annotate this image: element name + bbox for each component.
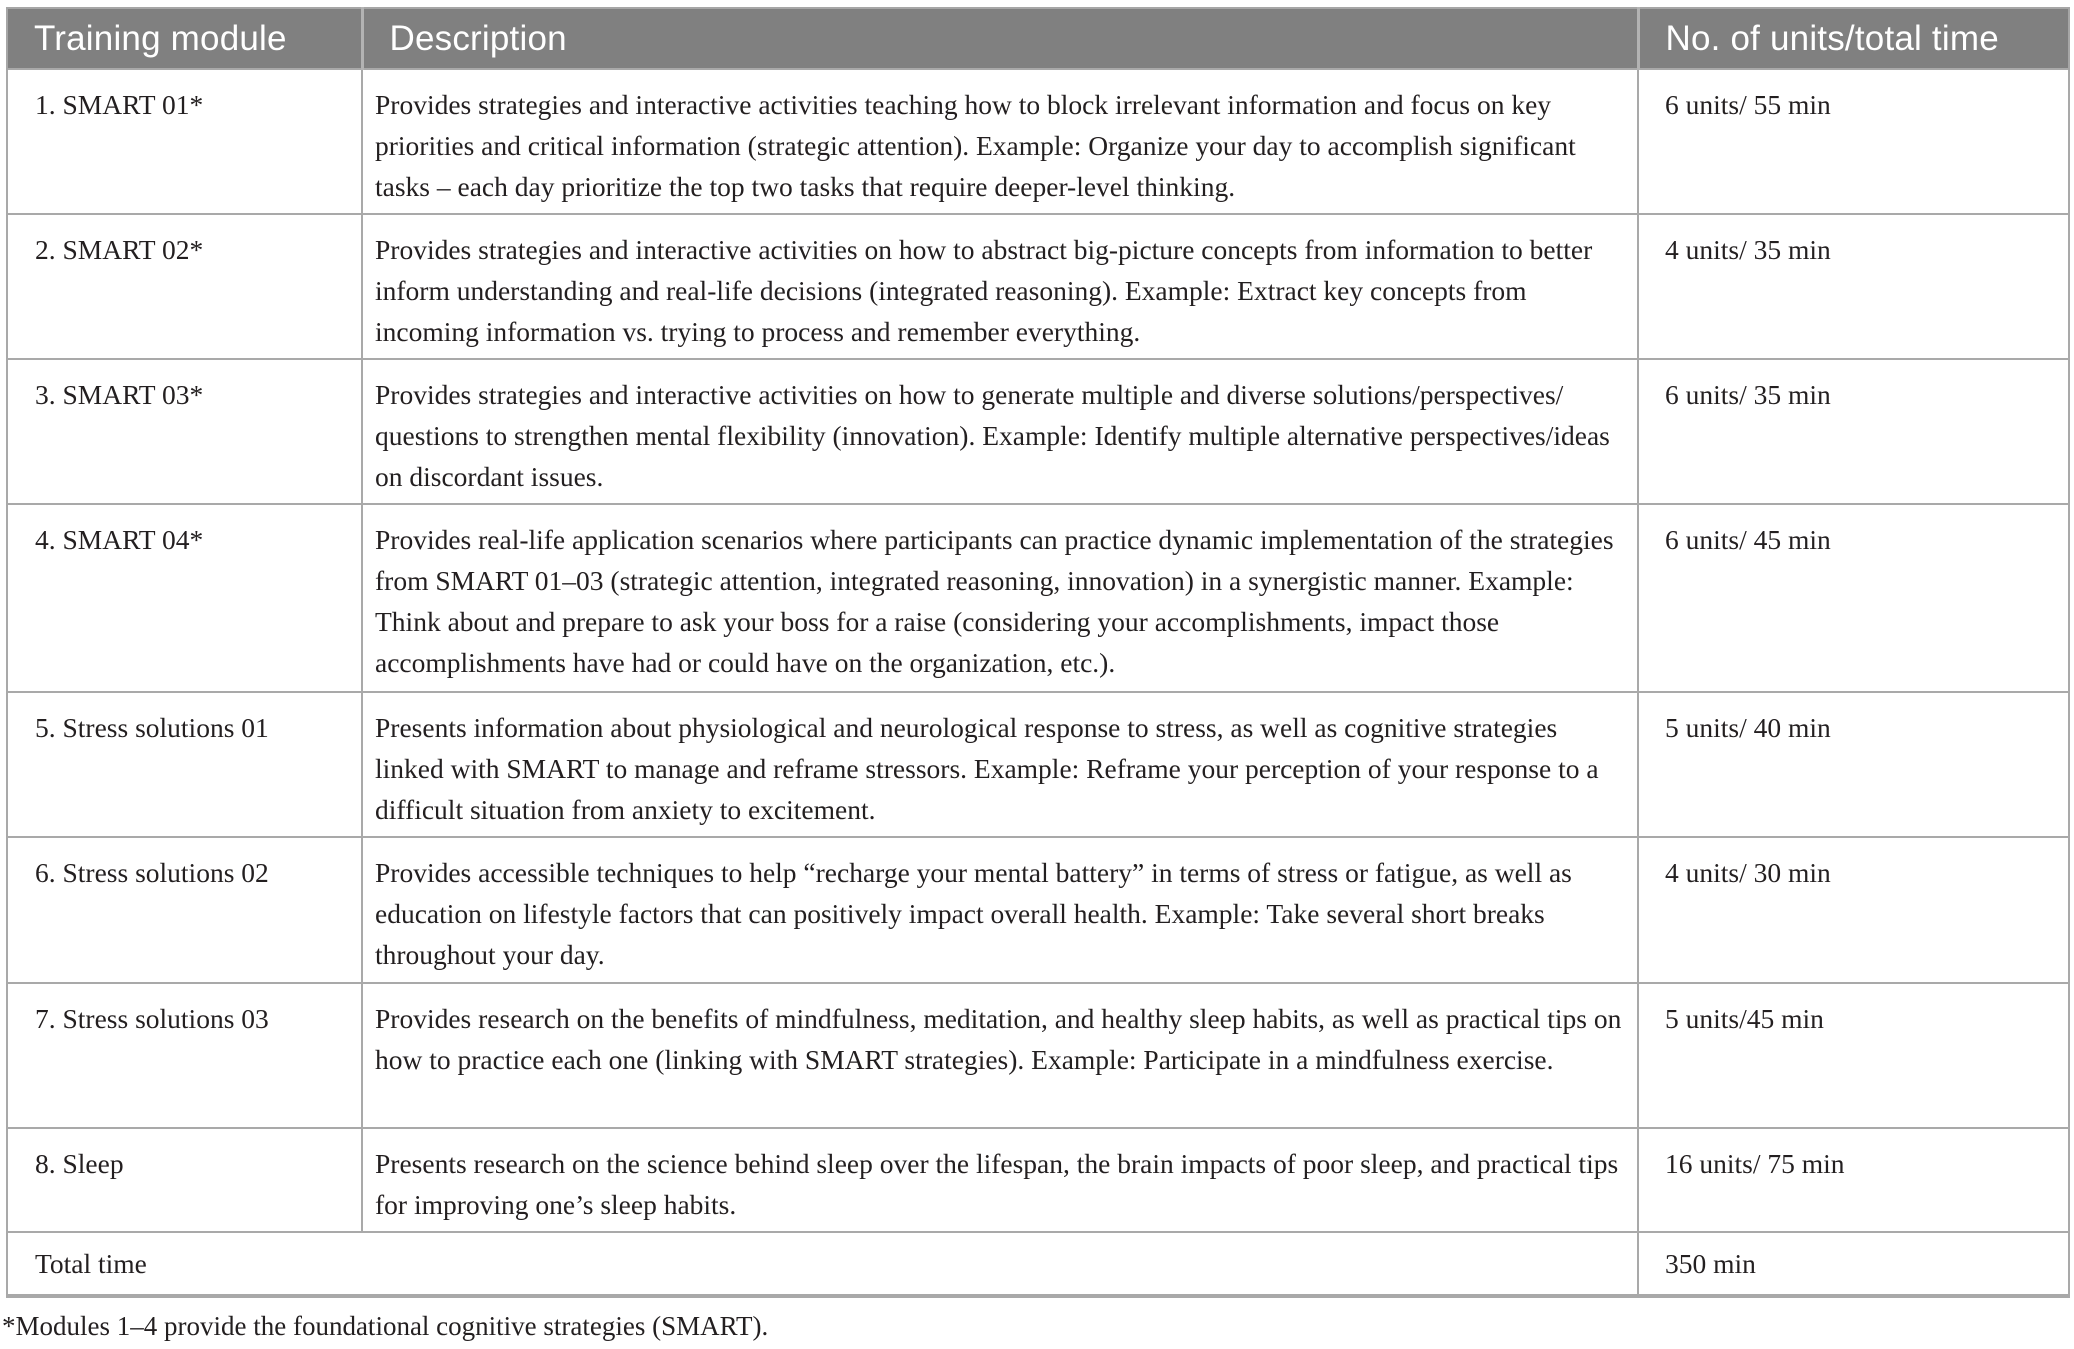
module-description: Provides accessible techniques to help “recharge your mental battery” in terms of stress or fatigue, as well as education on lifestyle factors that can positively impact overall health. Example: Take several short breaks throughout your day.: [362, 837, 1638, 983]
table-row: [7, 214, 2069, 359]
total-row: [7, 1232, 2069, 1296]
table-body: [7, 69, 2069, 1296]
module-name: 8. Sleep: [7, 1128, 362, 1232]
module-name: 6. Stress solutions 02: [7, 837, 362, 983]
table-row: [7, 504, 2069, 692]
module-units: 6 units/ 45 min: [1638, 504, 2069, 692]
module-name: 5. Stress solutions 01: [7, 692, 362, 837]
table-header: [7, 8, 2069, 69]
module-units: 5 units/45 min: [1638, 983, 2069, 1128]
module-description: Provides strategies and interactive activities teaching how to block irrelevant information and focus on key priorities and critical information (strategic attention). Example: Organize your day to accomplish significant tasks – each day prioritize the top two tasks that require deeper-level thinking.: [362, 69, 1638, 214]
module-name: 7. Stress solutions 03: [7, 983, 362, 1128]
module-description: Provides strategies and interactive activities on how to generate multiple and diverse solutions/perspectives/ questions to strengthen mental flexibility (innovation). Example: Identify multiple alternative perspectives/ideas on discordant issues.: [362, 359, 1638, 504]
module-description: Provides strategies and interactive activities on how to abstract big-picture concepts from information to better inform understanding and real-life decisions (integrated reasoning). Example: Extract key concepts from incoming information vs. trying to process and remember everything.: [362, 214, 1638, 359]
table-row: [7, 837, 2069, 983]
header-training-module: Training module: [7, 8, 362, 69]
total-label: Total time: [7, 1232, 1638, 1296]
module-description: Presents research on the science behind sleep over the lifespan, the brain impacts of poor sleep, and practical tips for improving one’s sleep habits.: [362, 1128, 1638, 1232]
table-footnote: *Modules 1–4 provide the foundational cognitive strategies (SMART).: [2, 1311, 769, 1341]
module-name: 3. SMART 03*: [7, 359, 362, 504]
training-modules-table-container: [6, 7, 2068, 1298]
module-description: Provides real-life application scenarios where participants can practice dynamic implementation of the strategies from SMART 01–03 (strategic attention, integrated reasoning, innovation) in a synergistic manner. Example: Think about and prepare to ask your boss for a raise (considering your accomplishments, impact those accomplishments have had or could have on the organization, etc.).: [362, 504, 1638, 692]
module-description: Presents information about physiological and neurological response to stress, as well as cognitive strategies linked with SMART to manage and reframe stressors. Example: Reframe your perception of your response to a difficult situation from anxiety to excitement.: [362, 692, 1638, 837]
header-row: [7, 8, 2069, 69]
module-units: 16 units/ 75 min: [1638, 1128, 2069, 1232]
table-row: [7, 983, 2069, 1128]
table-row: [7, 359, 2069, 504]
training-modules-table: [6, 7, 2070, 1298]
module-units: 6 units/ 35 min: [1638, 359, 2069, 504]
module-name: 2. SMART 02*: [7, 214, 362, 359]
module-units: 6 units/ 55 min: [1638, 69, 2069, 214]
module-units: 5 units/ 40 min: [1638, 692, 2069, 837]
header-units-total-time: No. of units/total time: [1638, 8, 2069, 69]
module-name: 1. SMART 01*: [7, 69, 362, 214]
module-units: 4 units/ 30 min: [1638, 837, 2069, 983]
module-units: 4 units/ 35 min: [1638, 214, 2069, 359]
module-name: 4. SMART 04*: [7, 504, 362, 692]
table-row: [7, 69, 2069, 214]
table-row: [7, 1128, 2069, 1232]
total-value: 350 min: [1638, 1232, 2069, 1296]
header-description: Description: [362, 8, 1638, 69]
module-description: Provides research on the benefits of mindfulness, meditation, and healthy sleep habits, as well as practical tips on how to practice each one (linking with SMART strategies). Example: Participate in a mindfulness exercise.: [362, 983, 1638, 1128]
table-row: [7, 692, 2069, 837]
